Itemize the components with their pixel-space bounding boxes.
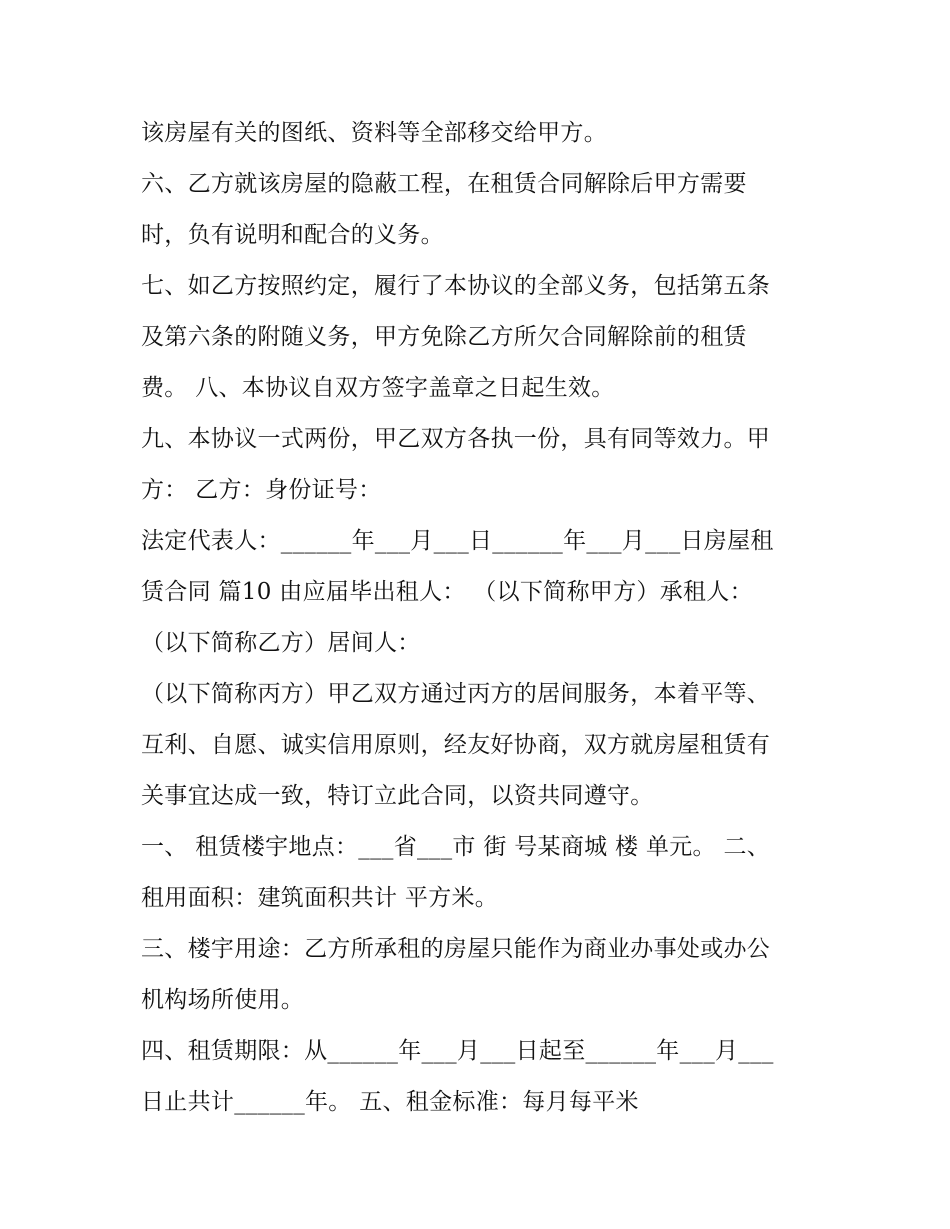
text-line: 机构场所使用。 — [141, 987, 305, 1013]
text-line: （以下简称丙方）甲乙双方通过丙方的居间服务，本着平等、 — [141, 681, 771, 707]
text-line: 赁合同 篇10 由应届毕出租人： （以下简称甲方）承租人： — [141, 579, 753, 605]
text-line: 日止共计______年。 五、租金标准：每月每平米 — [141, 1089, 639, 1115]
text-line: 方： 乙方：身份证号： — [141, 477, 382, 503]
text-line: 一、 租赁楼宇地点：___省___市 街 号某商城 楼 单元。 二、 — [141, 834, 771, 860]
text-line: 时，负有说明和配合的义务。 — [141, 222, 444, 248]
text-line: 租用面积：建筑面积共计 平方米。 — [141, 885, 499, 911]
contract-text — [141, 108, 821, 1128]
text-line: 该房屋有关的图纸、资料等全部移交给甲方。 — [141, 120, 607, 146]
text-line: 及第六条的附随义务，甲方免除乙方所欠合同解除前的租赁 — [141, 324, 747, 350]
text-line: 互利、自愿、诚实信用原则，经友好协商，双方就房屋租赁有 — [141, 732, 771, 758]
text-line: 七、如乙方按照约定，履行了本协议的全部义务，包括第五条 — [141, 273, 771, 299]
text-line: 费。 八、本协议自双方签字盖章之日起生效。 — [141, 375, 615, 401]
text-line: 四、租赁期限：从______年___月___日起至______年___月___ — [141, 1038, 774, 1064]
text-line: 九、本协议一式两份，甲乙双方各执一份，具有同等效力。甲 — [141, 426, 771, 452]
text-line: 关事宜达成一致，特订立此合同，以资共同遵守。 — [141, 783, 654, 809]
text-line: （以下简称乙方）居间人： — [141, 630, 421, 656]
text-line: 法定代表人：______年___月___日______年___月___日房屋租 — [141, 528, 774, 554]
text-line: 三、楼宇用途：乙方所承租的房屋只能作为商业办事处或办公 — [141, 936, 771, 962]
text-line: 六、乙方就该房屋的隐蔽工程，在租赁合同解除后甲方需要 — [141, 171, 747, 197]
